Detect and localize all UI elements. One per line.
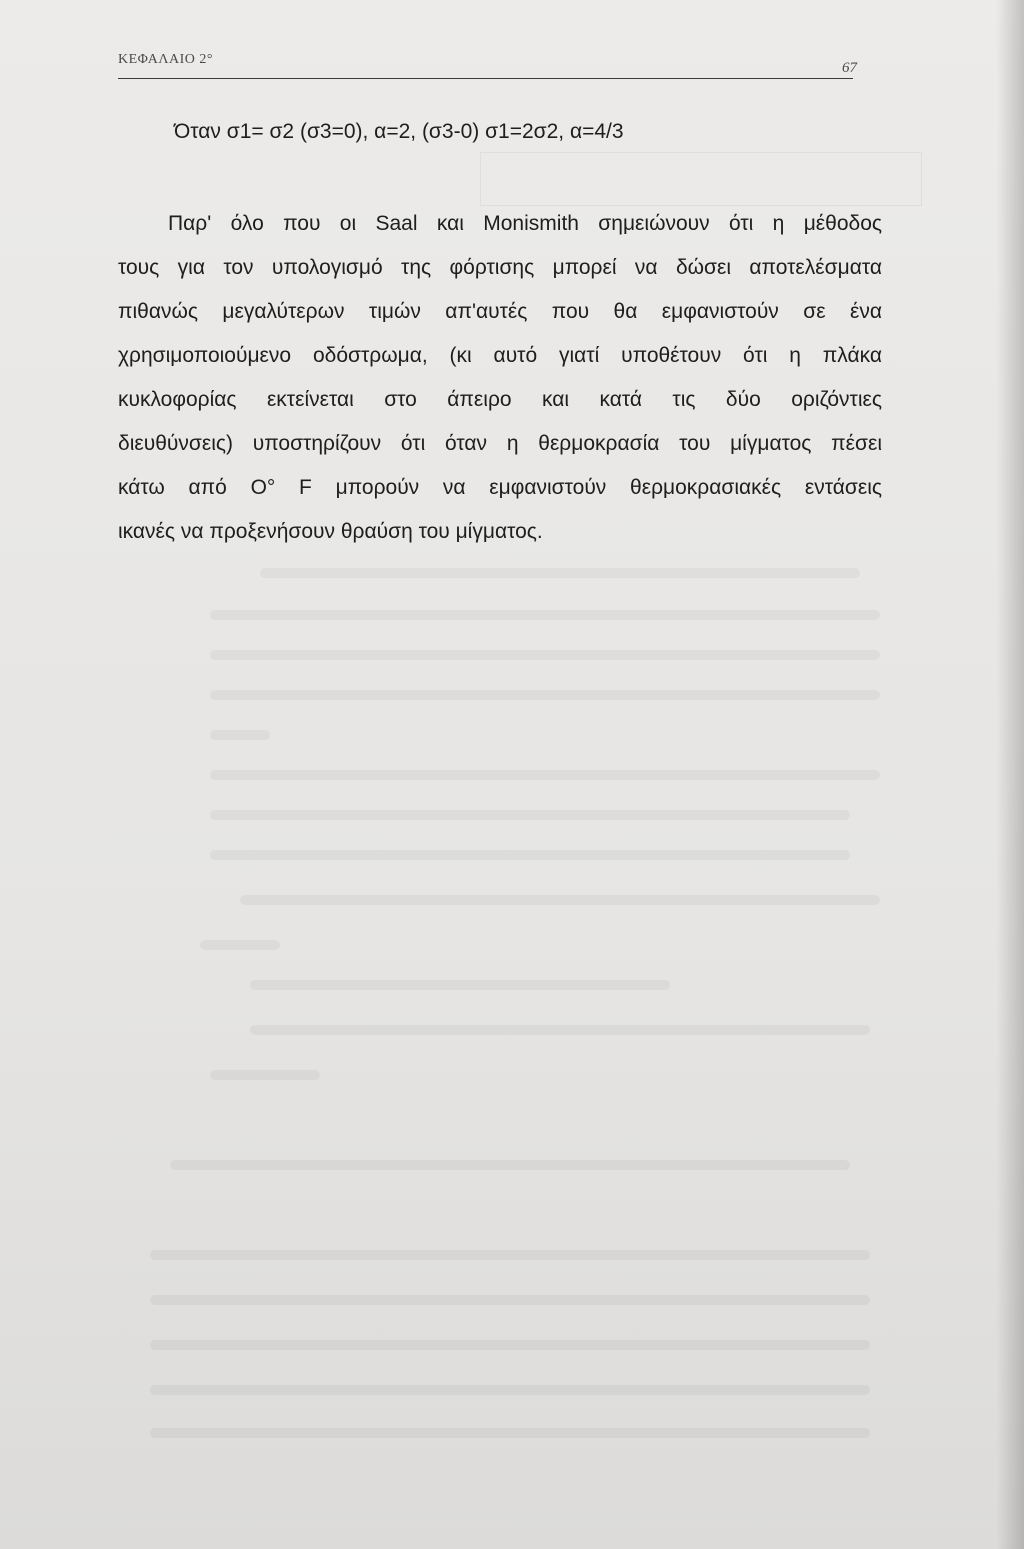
bleed-through-line — [150, 1340, 870, 1350]
formula-line: Όταν σ1= σ2 (σ3=0), α=2, (σ3-0) σ1=2σ2, α=4/3 — [174, 120, 624, 143]
bleed-through-line — [170, 1160, 850, 1170]
bleed-through-line — [250, 1025, 870, 1035]
bleed-through-line — [150, 1295, 870, 1305]
paragraph-line: ικανές να προξενήσουν θραύση του μίγματος. — [118, 520, 543, 543]
bleed-through-line — [210, 610, 880, 620]
bleed-through-line — [210, 850, 850, 860]
bleed-through-line — [150, 1428, 870, 1438]
paragraph-line: κυκλοφορίας εκτείνεται στο άπειρο και κατά τις δύο οριζόντιες — [118, 388, 882, 411]
paragraph-line: χρησιμοποιούμενο οδόστρωμα, (κι αυτό γιατί υποθέτουν ότι η πλάκα — [118, 344, 882, 367]
page-edge-shadow — [996, 0, 1024, 1549]
bleed-through-line — [150, 1385, 870, 1395]
bleed-through-line — [210, 690, 880, 700]
bleed-through-region — [150, 560, 880, 1460]
bleed-through-line — [210, 770, 880, 780]
running-header — [118, 52, 853, 79]
bleed-through-line — [260, 568, 860, 578]
bleed-through-box — [480, 152, 922, 206]
bleed-through-line — [240, 895, 880, 905]
paragraph-line: τους για τον υπολογισμό της φόρτισης μπορεί να δώσει αποτελέσματα — [118, 256, 882, 279]
bleed-through-line — [210, 730, 270, 740]
bleed-through-line — [210, 1070, 320, 1080]
bleed-through-line — [150, 1250, 870, 1260]
bleed-through-line — [210, 810, 850, 820]
chapter-label: ΚΕΦΑΛΑΙΟ 2° — [118, 52, 213, 67]
bleed-through-line — [250, 980, 670, 990]
paragraph-line: Παρ' όλο που οι Saal και Monismith σημειώνουν ότι η μέθοδος — [168, 212, 882, 235]
paragraph-line: κάτω από O° F μπορούν να εμφανιστούν θερμοκρασιακές εντάσεις — [118, 476, 882, 499]
bleed-through-line — [200, 940, 280, 950]
page-number: 67 — [842, 60, 857, 76]
bleed-through-line — [210, 650, 880, 660]
body-paragraph — [118, 202, 882, 554]
paragraph-line: διευθύνσεις) υποστηρίζουν ότι όταν η θερμοκρασία του μίγματος πέσει — [118, 432, 882, 455]
paragraph-line: πιθανώς μεγαλύτερων τιμών απ'αυτές που θα εμφανιστούν σε ένα — [118, 300, 882, 323]
